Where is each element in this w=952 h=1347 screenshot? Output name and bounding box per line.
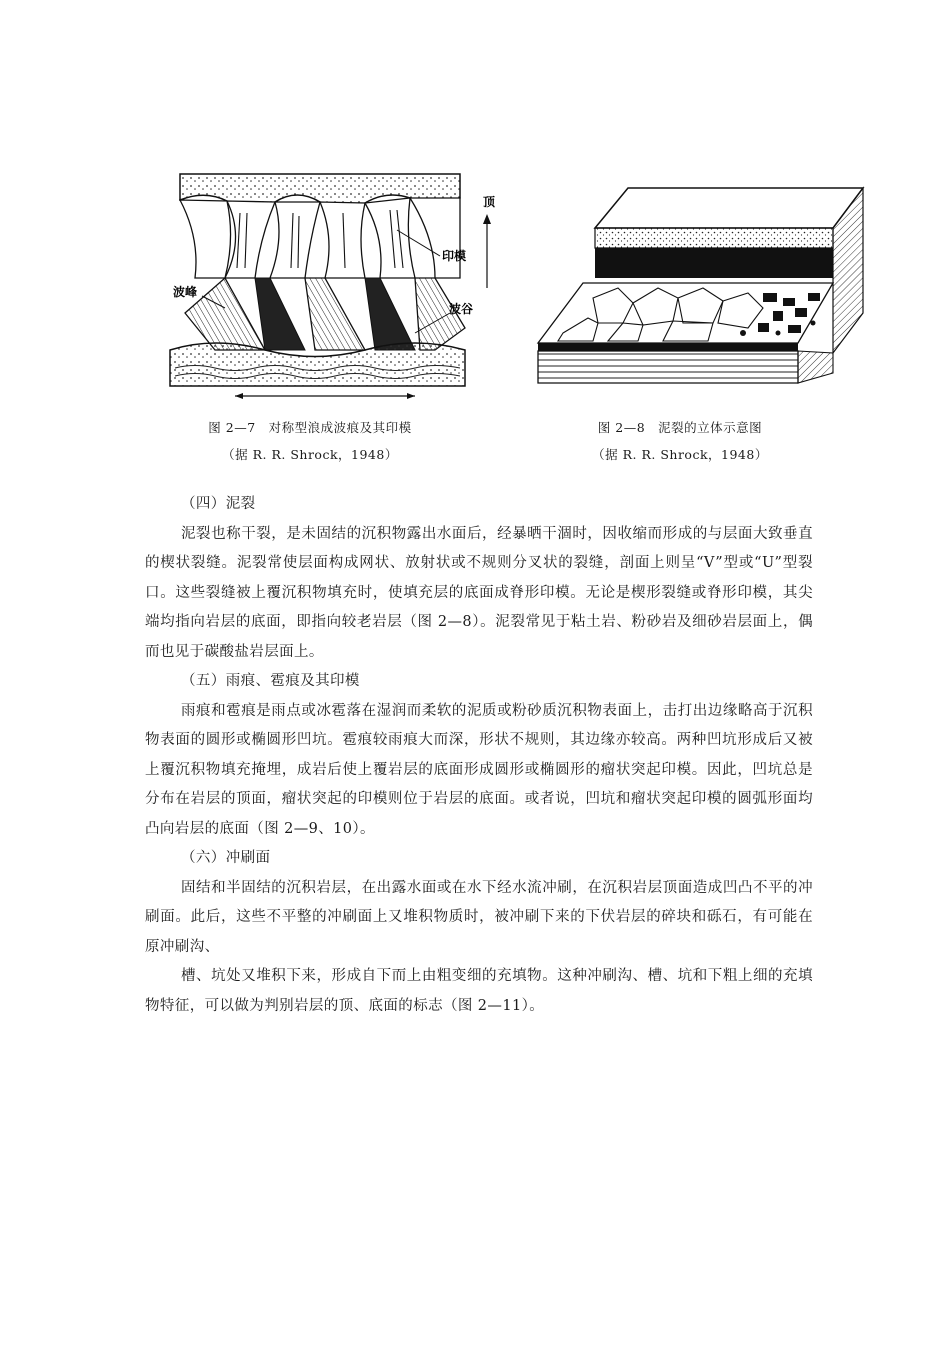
label-crest: 波峰 (173, 285, 198, 299)
mud-cracks-illustration (533, 183, 870, 390)
paragraph-mud-cracks: 泥裂也称干裂，是未固结的沉积物露出水面后，经暴晒干涸时，因收缩而形成的与层面大致垂直的楔状裂缝。泥裂常使层面构成网状、放射状或不规则分叉状的裂缝，剖面上则呈“V”型或“U”型裂口。这些裂缝被上覆沉积物填充时，使填充层的底面成脊形印模。无论是楔形裂缝或脊形印模，其尖端均指向岩层的底面，即指向较老岩层（图 2—8）。泥裂常见于粘土岩、粉砂岩及细砂岩层面上，偶而也见于碳酸盐岩层面上。 (145, 525, 813, 660)
figure-mud-cracks (533, 183, 870, 390)
figure-ripple-marks (165, 168, 500, 400)
figure-2-8-caption: 图 2—8 泥裂的立体示意图 (597, 420, 763, 435)
section-heading-rain-prints: （五）雨痕、雹痕及其印模 (181, 673, 360, 689)
paragraph-rain-prints: 雨痕和雹痕是雨点或冰雹落在湿润而柔软的泥质或粉砂质沉积物表面上，击打出边缘略高于沉积物表面的圆形或椭圆形凹坑。雹痕较雨痕大而深，形状不规则，其边缘亦较高。两种凹坑形成后又被上覆沉积物填充掩埋，成岩后使上覆岩层的底面形成圆形或椭圆形的瘤状突起印模。因此，凹坑总是分布在岩层的顶面，瘤状突起的印模则位于岩层的底面。或者说，凹坑和瘤状突起印模的圆弧形面均凸向岩层的底面（图 2—9、10）。 (145, 702, 813, 837)
section-heading-mud-cracks: （四）泥裂 (181, 496, 256, 512)
paragraph-scour-surface-1: 固结和半固结的沉积岩层，在出露水面或在水下经水流冲刷，在沉积岩层顶面造成凹凸不平的冲刷面。此后，这些不平整的冲刷面上又堆积物质时，被冲刷下来的下伏岩层的碎块和砾石，有可能在原冲刷沟、 (145, 879, 813, 955)
figure-2-8-source: （据 R. R. Shrock，1948） (592, 447, 768, 462)
label-mold: 印模 (442, 249, 467, 263)
ripple-marks-illustration (165, 168, 500, 400)
label-trough: 波谷 (449, 302, 474, 316)
figure-2-7-source: （据 R. R. Shrock，1948） (222, 447, 398, 462)
label-top: 顶 (483, 195, 496, 209)
section-heading-scour-surface: （六）冲刷面 (181, 850, 271, 866)
paragraph-scour-surface-2: 槽、坑处又堆积下来，形成自下而上由粗变细的充填物。这种冲刷沟、槽、坑和下粗上细的充填物特征，可以做为判别岩层的顶、底面的标志（图 2—11）。 (145, 968, 813, 1014)
figure-2-7-caption: 图 2—7 对称型浪成波痕及其印模 (208, 420, 412, 435)
document-body (145, 490, 813, 1021)
